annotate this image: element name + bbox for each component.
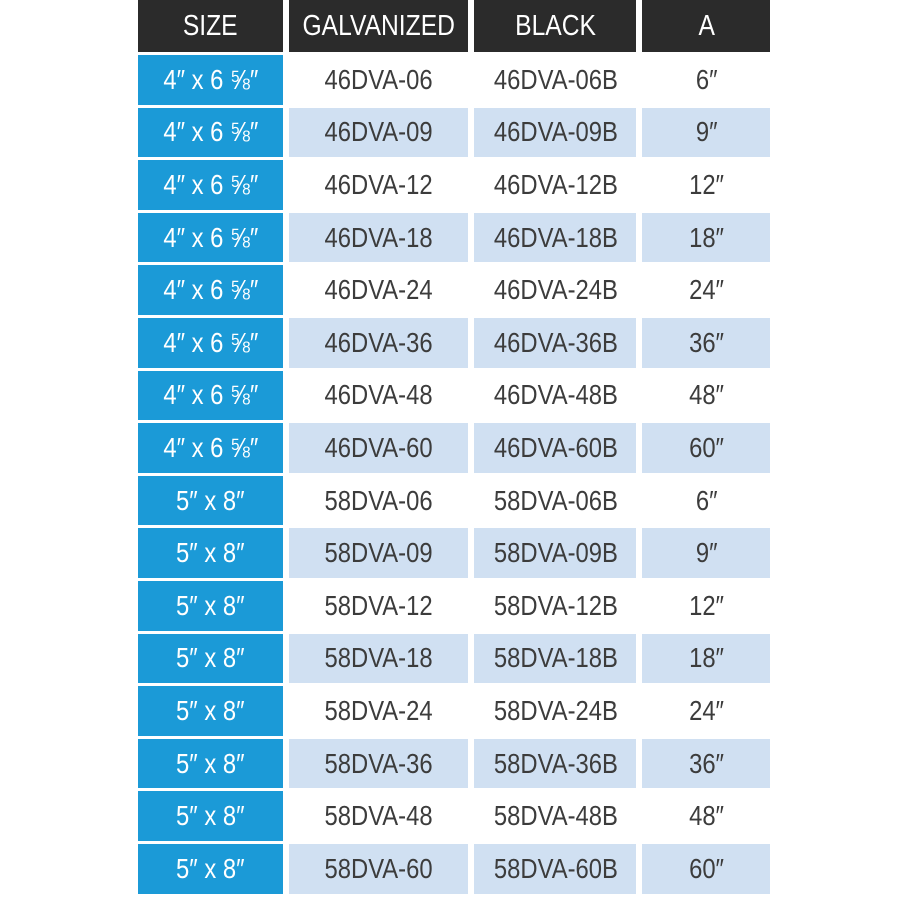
galvanized-cell — [289, 160, 468, 210]
size-cell-text: 5″ x 8″ — [176, 852, 245, 884]
a-cell — [642, 739, 770, 789]
size-cell-text: 5″ x 8″ — [176, 642, 245, 674]
black-cell-text: 46DVA-09B — [493, 116, 618, 148]
black-cell-text: 58DVA-60B — [493, 852, 618, 884]
black-cell — [474, 213, 636, 263]
black-cell — [474, 634, 636, 684]
galvanized-cell — [289, 581, 468, 631]
size-cell — [138, 160, 283, 210]
table-row — [138, 55, 770, 105]
size-cell-text: 5″ x 8″ — [176, 537, 245, 569]
black-cell — [474, 371, 636, 421]
galvanized-cell-text: 46DVA-12 — [324, 168, 433, 200]
galvanized-cell — [289, 371, 468, 421]
a-cell-text: 60″ — [688, 852, 724, 884]
galvanized-cell — [289, 476, 468, 526]
galvanized-cell — [289, 791, 468, 841]
a-cell — [642, 476, 770, 526]
a-cell — [642, 634, 770, 684]
galvanized-cell-text: 58DVA-18 — [324, 642, 433, 674]
table-row — [138, 423, 770, 473]
black-cell — [474, 318, 636, 368]
size-cell — [138, 791, 283, 841]
size-cell-text: 5″ x 8″ — [176, 694, 245, 726]
a-cell — [642, 423, 770, 473]
a-cell — [642, 581, 770, 631]
size-cell — [138, 423, 283, 473]
black-cell — [474, 528, 636, 578]
table-row — [138, 686, 770, 736]
size-cell-text: 5″ x 8″ — [176, 747, 245, 779]
galvanized-cell-text: 46DVA-09 — [324, 116, 433, 148]
table-row — [138, 108, 770, 158]
size-cell — [138, 265, 283, 315]
black-cell-text: 58DVA-09B — [493, 537, 618, 569]
a-cell — [642, 160, 770, 210]
galvanized-cell — [289, 213, 468, 263]
size-cell-text: 5″ x 8″ — [176, 800, 245, 832]
galvanized-cell-text: 58DVA-12 — [324, 589, 433, 621]
header-black-label: BLACK — [514, 9, 596, 42]
size-cell — [138, 318, 283, 368]
a-cell-text: 48″ — [688, 800, 724, 832]
black-cell — [474, 160, 636, 210]
black-cell — [474, 739, 636, 789]
size-cell-text: 5″ x 8″ — [176, 484, 245, 516]
galvanized-cell — [289, 265, 468, 315]
a-cell-text: 12″ — [688, 168, 724, 200]
size-cell-text: 4″ x 6 ⅝″ — [163, 221, 258, 253]
a-cell-text: 24″ — [688, 274, 724, 306]
header-black — [474, 0, 636, 52]
a-cell — [642, 108, 770, 158]
galvanized-cell-text: 46DVA-24 — [324, 274, 433, 306]
black-cell-text: 46DVA-06B — [493, 63, 618, 95]
galvanized-cell-text: 46DVA-48 — [324, 379, 433, 411]
header-size-label: SIZE — [183, 9, 238, 42]
table-row — [138, 844, 770, 894]
pipe-spec-table — [132, 0, 776, 897]
header-a — [642, 0, 770, 52]
a-cell — [642, 686, 770, 736]
a-cell-text: 24″ — [688, 694, 724, 726]
size-cell — [138, 55, 283, 105]
a-cell-text: 18″ — [688, 642, 724, 674]
a-cell-text: 12″ — [688, 589, 724, 621]
a-cell — [642, 265, 770, 315]
black-cell — [474, 423, 636, 473]
black-cell — [474, 108, 636, 158]
size-cell-text: 4″ x 6 ⅝″ — [163, 431, 258, 463]
black-cell-text: 46DVA-18B — [493, 221, 618, 253]
a-cell — [642, 55, 770, 105]
table-row — [138, 476, 770, 526]
size-cell — [138, 686, 283, 736]
galvanized-cell — [289, 844, 468, 894]
galvanized-cell-text: 58DVA-36 — [324, 747, 433, 779]
black-cell — [474, 55, 636, 105]
a-cell-text: 9″ — [695, 116, 718, 148]
a-cell-text: 6″ — [695, 63, 718, 95]
size-cell-text: 4″ x 6 ⅝″ — [163, 63, 258, 95]
galvanized-cell-text: 58DVA-60 — [324, 852, 433, 884]
table-body — [138, 55, 770, 894]
black-cell-text: 58DVA-18B — [493, 642, 618, 674]
galvanized-cell-text: 46DVA-36 — [324, 326, 433, 358]
a-cell-text: 36″ — [688, 747, 724, 779]
table-row — [138, 791, 770, 841]
table-row — [138, 213, 770, 263]
a-cell-text: 18″ — [688, 221, 724, 253]
a-cell-text: 36″ — [688, 326, 724, 358]
black-cell — [474, 476, 636, 526]
galvanized-cell — [289, 55, 468, 105]
galvanized-cell-text: 46DVA-60 — [324, 431, 433, 463]
size-cell-text: 4″ x 6 ⅝″ — [163, 116, 258, 148]
galvanized-cell-text: 58DVA-24 — [324, 694, 433, 726]
black-cell — [474, 791, 636, 841]
galvanized-cell-text: 58DVA-09 — [324, 537, 433, 569]
size-cell — [138, 108, 283, 158]
size-cell-text: 4″ x 6 ⅝″ — [163, 326, 258, 358]
header-galvanized — [289, 0, 468, 52]
galvanized-cell — [289, 423, 468, 473]
galvanized-cell-text: 46DVA-06 — [324, 63, 433, 95]
a-cell — [642, 213, 770, 263]
a-cell-text: 9″ — [695, 537, 718, 569]
black-cell-text: 46DVA-24B — [493, 274, 618, 306]
table-row — [138, 581, 770, 631]
galvanized-cell — [289, 528, 468, 578]
a-cell — [642, 318, 770, 368]
black-cell-text: 58DVA-12B — [493, 589, 618, 621]
header-galvanized-label: GALVANIZED — [302, 9, 455, 42]
a-cell-text: 6″ — [695, 484, 718, 516]
size-cell — [138, 528, 283, 578]
header-size — [138, 0, 283, 52]
galvanized-cell — [289, 318, 468, 368]
black-cell-text: 46DVA-48B — [493, 379, 618, 411]
size-cell — [138, 581, 283, 631]
black-cell — [474, 265, 636, 315]
a-cell — [642, 528, 770, 578]
spec-table-container — [132, 0, 776, 897]
table-row — [138, 634, 770, 684]
galvanized-cell — [289, 686, 468, 736]
galvanized-cell-text: 46DVA-18 — [324, 221, 433, 253]
black-cell — [474, 844, 636, 894]
black-cell-text: 46DVA-60B — [493, 431, 618, 463]
size-cell-text: 4″ x 6 ⅝″ — [163, 274, 258, 306]
black-cell-text: 58DVA-36B — [493, 747, 618, 779]
header-row — [138, 0, 770, 52]
a-cell — [642, 371, 770, 421]
a-cell-text: 48″ — [688, 379, 724, 411]
galvanized-cell — [289, 108, 468, 158]
size-cell-text: 5″ x 8″ — [176, 589, 245, 621]
galvanized-cell — [289, 739, 468, 789]
table-row — [138, 160, 770, 210]
a-cell-text: 60″ — [688, 431, 724, 463]
black-cell-text: 58DVA-06B — [493, 484, 618, 516]
black-cell-text: 58DVA-48B — [493, 800, 618, 832]
a-cell — [642, 844, 770, 894]
galvanized-cell-text: 58DVA-48 — [324, 800, 433, 832]
black-cell — [474, 581, 636, 631]
size-cell-text: 4″ x 6 ⅝″ — [163, 379, 258, 411]
size-cell — [138, 476, 283, 526]
size-cell — [138, 213, 283, 263]
black-cell — [474, 686, 636, 736]
galvanized-cell-text: 58DVA-06 — [324, 484, 433, 516]
size-cell — [138, 634, 283, 684]
size-cell-text: 4″ x 6 ⅝″ — [163, 168, 258, 200]
a-cell — [642, 791, 770, 841]
size-cell — [138, 739, 283, 789]
table-row — [138, 371, 770, 421]
table-row — [138, 528, 770, 578]
table-row — [138, 318, 770, 368]
black-cell-text: 46DVA-12B — [493, 168, 618, 200]
galvanized-cell — [289, 634, 468, 684]
size-cell — [138, 371, 283, 421]
table-row — [138, 265, 770, 315]
black-cell-text: 46DVA-36B — [493, 326, 618, 358]
black-cell-text: 58DVA-24B — [493, 694, 618, 726]
size-cell — [138, 844, 283, 894]
table-header — [138, 0, 770, 52]
header-a-label: A — [698, 9, 715, 42]
table-row — [138, 739, 770, 789]
